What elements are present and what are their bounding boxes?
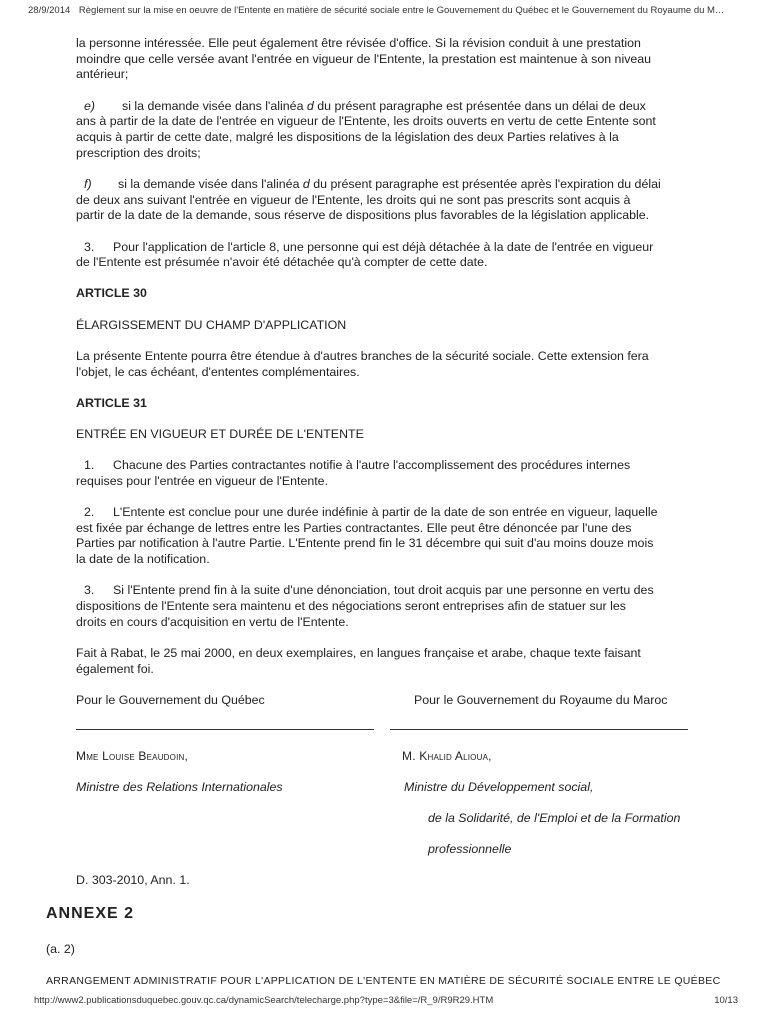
- page-number: 10/13: [714, 995, 738, 1006]
- article-31-paragraph-3-line: dispositions de l'Entente sera maintenu et des négociations seront entreprises afin de statuer sur les: [76, 599, 626, 614]
- right-signatory-title: Ministre du Développement social,: [404, 779, 594, 794]
- left-party: Pour le Gouvernement du Québec: [76, 692, 265, 707]
- article-31-paragraph-2-line: est fixée par échange de lettres entre les Parties contractantes. Elle peut être dénoncée par l'une des: [76, 520, 632, 535]
- article-30-text: l'objet, le cas échéant, d'ententes complémentaires.: [76, 364, 360, 379]
- item-e-line: prescription des droits;: [76, 145, 201, 160]
- article-31-paragraph-3-line: droits en cours d'acquisition en vertu de l'Entente.: [76, 614, 349, 629]
- item-f-letter: f): [84, 176, 92, 191]
- right-signatory-title-line-3: professionnelle: [428, 841, 512, 856]
- signature-lines: [76, 709, 712, 731]
- article-31-paragraph-2: 2. L'Entente est conclue pour une durée indéfinie à partir de la date de son entrée en vigueur, laquelle: [84, 505, 658, 520]
- left-signature-line: [76, 729, 374, 730]
- signature-parties: [76, 693, 712, 709]
- document-body: [76, 36, 712, 889]
- article-30-subheading: ÉLARGISSEMENT DU CHAMP D'APPLICATION: [76, 317, 347, 332]
- item-e-letter: e): [84, 98, 96, 113]
- signatory-names: [76, 749, 712, 765]
- arrangement-heading: ARRANGEMENT ADMINISTRATIF POUR L'APPLICATION DE L'ENTENTE EN MATIÈRE DE SÉCURITÉ SOCIALE ENTRE LE QUÉBEC: [46, 975, 721, 987]
- left-signatory-title: Ministre des Relations Internationales: [76, 779, 283, 794]
- article-30-heading: ARTICLE 30: [76, 286, 147, 301]
- paragraph-3: 3. Pour l'application de l'article 8, une personne qui est déjà détachée à la date de l'entrée en vigueur: [84, 239, 654, 254]
- done-at-line: Fait à Rabat, le 25 mai 2000, en deux exemplaires, en langues française et arabe, chaque texte faisant: [76, 645, 641, 660]
- article-31-paragraph-2-line: Parties par notification à l'autre Partie. L'Entente prend fin le 31 décembre qui suit d'au moins douze mois: [76, 536, 654, 551]
- continuation-line: antérieur;: [76, 67, 129, 82]
- decree-reference: D. 303-2010, Ann. 1.: [76, 872, 190, 887]
- article-31-subheading: ENTRÉE EN VIGUEUR ET DURÉE DE L'ENTENTE: [76, 426, 364, 441]
- left-signatory-name: Mme Louise Beaudoin,: [76, 748, 189, 763]
- document-title: Règlement sur la mise en oeuvre de l'Entente en matière de sécurité sociale entre le Gouvernement du Québec et le Gouvernement du Royaume du M…: [78, 5, 725, 16]
- article-31-paragraph-1-line: requises pour l'entrée en vigueur de l'Entente.: [76, 473, 329, 488]
- annexe-title: ANNEXE 2: [46, 905, 135, 922]
- footer-url[interactable]: http://www2.publicationsduquebec.gouv.qc.ca/dynamicSearch/telecharge.php?type=3&file=/R_9/R9R29.HTM: [34, 995, 494, 1006]
- article-31-heading: ARTICLE 31: [76, 395, 147, 410]
- right-signatory-title-line-2: de la Solidarité, de l'Emploi et de la Formation: [428, 810, 681, 825]
- done-at-line: également foi.: [76, 661, 154, 676]
- item-e: e) si la demande visée dans l'alinéa d du présent paragraphe est présentée dans un délai de deux: [84, 98, 646, 113]
- article-30-text: La présente Entente pourra être étendue à d'autres branches de la sécurité sociale. Cette extension fera: [76, 348, 649, 363]
- continuation-line: moindre que celle versée avant l'entrée en vigueur de l'Entente, la prestation est maintenue à son niveau: [76, 51, 652, 66]
- article-31-paragraph-2-line: la date de la notification.: [76, 552, 210, 567]
- item-e-line: ans à partir de la date de l'entrée en vigueur de l'Entente, les droits ouverts en vertu de cette Entente sont: [76, 114, 656, 129]
- item-e-line: acquis à partir de cette date, malgré les dispositions de la législation des deux Parties relatives à la: [76, 130, 619, 145]
- continuation-line: la personne intéressée. Elle peut également être révisée d'office. Si la révision conduit à une prestation: [76, 36, 641, 50]
- article-31-paragraph-1: 1. Chacune des Parties contractantes notifie à l'autre l'accomplissement des procédures internes: [84, 458, 631, 473]
- paragraph-3-line: de l'Entente est présumée n'avoir été détachée qu'à compter de cette date.: [76, 255, 488, 270]
- print-header: [28, 4, 758, 17]
- item-f: f) si la demande visée dans l'alinéa d du présent paragraphe est présentée après l'expiration du délai: [84, 176, 661, 191]
- article-31-paragraph-3: 3. Si l'Entente prend fin à la suite d'une dénonciation, tout droit acquis par une personne en vertu des: [84, 583, 654, 598]
- item-f-line: de deux ans suivant l'entrée en vigueur de l'Entente, les droits qui ne sont pas prescrits sont acquis à: [76, 192, 631, 207]
- right-signature-line: [390, 729, 688, 730]
- right-signatory-name: M. Khalid Alioua,: [402, 748, 492, 763]
- item-f-line: partir de la date de la demande, sous réserve de dispositions plus favorables de la législation applicable.: [76, 208, 650, 223]
- annexe-reference: (a. 2): [46, 942, 75, 956]
- right-party: Pour le Gouvernement du Royaume du Maroc: [414, 692, 668, 707]
- signatory-titles: [76, 780, 712, 796]
- print-date: 28/9/2014: [28, 5, 71, 16]
